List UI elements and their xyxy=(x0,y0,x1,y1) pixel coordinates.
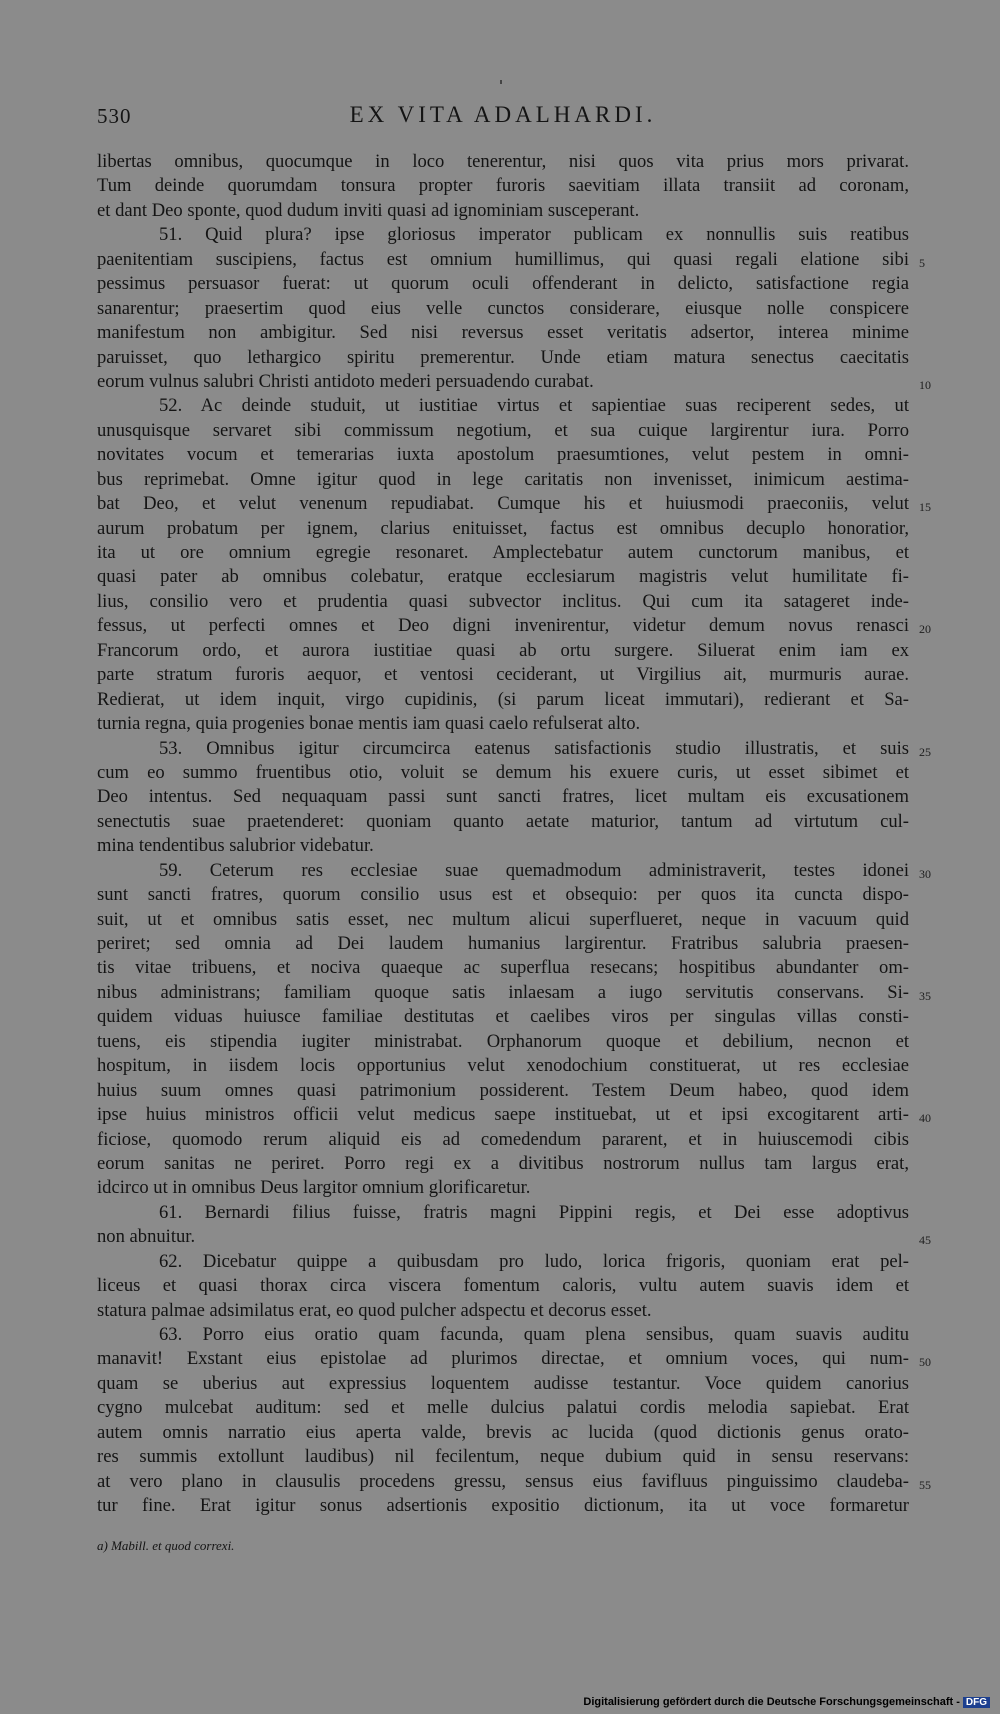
line-text: cygno mulcebat auditum: sed et melle dulcius palatui cordis melodia sapiebat. Erat xyxy=(97,1397,909,1419)
line-text: tur fine. Erat igitur sonus adsertionis expositio dictionum, ita ut voce formaretur xyxy=(97,1495,909,1517)
line-text: parte stratum furoris aequor, et ventosi ceciderant, ut Virgilius ait, murmuris aurae. xyxy=(97,664,909,686)
margin-line-number: 50 xyxy=(919,1355,931,1370)
line-text: lius, consilio vero et prudentia quasi subvector inclitus. Qui cum ita satageret inde- xyxy=(97,590,909,612)
line-text: et dant Deo sponte, quod dudum inviti quasi ad ignominiam susceperant. xyxy=(97,199,640,221)
line-text: sunt sancti fratres, quorum consilio usus est et obsequio: per quos ita cuncta dispo- xyxy=(97,884,909,906)
text-line xyxy=(97,321,909,345)
line-text: Dicebatur quippe a quibusdam pro ludo, lorica frigoris, quoniam erat pel- xyxy=(202,1250,909,1272)
line-text: novitates vocum et temerarias iuxta apostolum praesumtiones, velut pestem in omni- xyxy=(97,444,909,466)
text-line xyxy=(97,1005,909,1029)
dfg-logo: DFG xyxy=(963,1697,990,1708)
text-line xyxy=(97,1274,909,1298)
text-line xyxy=(97,1152,909,1176)
line-text: manavit! Exstant eius epistolae ad plurimos directae, et omnium voces, qui num- xyxy=(97,1348,909,1370)
line-text: fessus, ut perfecti omnes et Deo digni invenirentur, videtur demum novus renasci xyxy=(97,615,909,637)
line-text: cum eo summo fruentibus otio, voluit se demum his exuere curis, ut esset sibimet et xyxy=(97,761,909,783)
paragraph-number: 52. xyxy=(159,395,183,417)
line-text: res summis extollunt laudibus) nil fecilentum, neque dubium quid in sensu reservans: xyxy=(97,1446,909,1468)
text-line xyxy=(97,932,909,956)
line-text: non abnuitur. xyxy=(97,1226,196,1248)
line-text: sanarentur; praesertim quod eius velle cunctos considerare, eiusque nolle conspicere xyxy=(97,297,909,319)
line-text: tuens, eis stipendia iugiter ministrabat. Orphanorum quoque et debilium, necnon et xyxy=(97,1030,909,1052)
text-line xyxy=(97,150,909,174)
text-line xyxy=(97,394,909,418)
margin-line-number: 25 xyxy=(919,744,931,759)
line-text: at vero plano in clausulis procedens gressu, sensus eius favifluus pinguissimo claudeba- xyxy=(97,1470,909,1492)
margin-line-number: 45 xyxy=(919,1233,931,1248)
text-line xyxy=(97,492,931,516)
line-text: hospitum, in iisdem locis opportunius velut xenodochium constituerat, ut res ecclesiae xyxy=(97,1055,909,1077)
text-line xyxy=(97,370,931,394)
line-text: turnia regna, quia progenies bonae mentis iam quasi caelo refulserat alto. xyxy=(97,713,641,735)
text-line xyxy=(97,1103,931,1127)
text-line xyxy=(97,1299,909,1323)
text-line xyxy=(97,174,909,198)
line-text: quasi pater ab omnibus colebatur, eratque ecclesiarum magistris velut humilitate fi- xyxy=(97,566,909,588)
line-text: quidem viduas huiusce familiae destitutas et caelibes viros per singulas villas consti- xyxy=(97,1006,909,1028)
line-text: Francorum ordo, et aurora iustitiae quasi ab ortu surgere. Siluerat enim iam ex xyxy=(97,639,909,661)
line-text: Redierat, ut idem inquit, virgo cupidinis, (si parum liceat immutari), redierant et Sa- xyxy=(97,688,909,710)
scan-mark xyxy=(500,80,502,84)
text-line xyxy=(97,859,931,883)
line-text: nibus administrans; familiam quoque satis inlaesam a iugo servitutis conservans. Si- xyxy=(97,981,909,1003)
line-text: Ceterum res ecclesiae suae quemadmodum administraverit, testes idonei xyxy=(209,859,909,881)
text-line xyxy=(97,1396,909,1420)
text-line xyxy=(97,443,909,467)
text-line xyxy=(97,956,909,980)
line-text: statura palmae adsimilatus erat, eo quod pulcher adspectu et decorus esset. xyxy=(97,1299,652,1321)
line-text: Deo intentus. Sed nequaquam passi sunt sancti fratres, licet multam eis excusationem xyxy=(97,786,909,808)
line-text: mina tendentibus salubrior videbatur. xyxy=(97,835,374,857)
text-line xyxy=(97,834,909,858)
paragraph-number: 53. xyxy=(159,737,183,759)
line-text: liceus et quasi thorax circa viscera fomentum caloris, vultu autem suavis idem et xyxy=(97,1275,909,1297)
line-text: libertas omnibus, quocumque in loco tenerentur, nisi quos vita prius mors privarat. xyxy=(97,151,909,172)
text-line xyxy=(97,590,909,614)
text-line xyxy=(97,737,931,761)
line-text: paruisset, quo lethargico spiritu premerentur. Unde etiam matura senectus caecitatis xyxy=(97,346,909,368)
text-line xyxy=(97,199,909,223)
footer-text: Digitalisierung gefördert durch die Deutsche Forschungsgemeinschaft - xyxy=(583,1696,960,1708)
text-line xyxy=(97,1128,909,1152)
text-line xyxy=(97,1225,931,1249)
text-line xyxy=(97,1445,909,1469)
margin-line-number: 5 xyxy=(919,255,925,270)
paragraph-number: 62. xyxy=(159,1250,183,1272)
line-text: autem omnis narratio eius aperta valde, brevis ac lucida (quod dictionis genus orato- xyxy=(97,1421,909,1443)
text-line xyxy=(97,1030,909,1054)
page-header xyxy=(97,104,909,134)
margin-line-number: 15 xyxy=(919,500,931,515)
text-line xyxy=(97,419,909,443)
margin-line-number: 40 xyxy=(919,1111,931,1126)
text-line xyxy=(97,1421,909,1445)
margin-line-number: 20 xyxy=(919,622,931,637)
text-line xyxy=(97,883,909,907)
text-line xyxy=(97,565,909,589)
margin-line-number: 55 xyxy=(919,1477,931,1492)
line-text: senectutis suae praetenderet: quoniam quanto aetate maturior, tantum ad virtutum cul- xyxy=(97,810,909,832)
running-head: EX VITA ADALHARDI. xyxy=(349,102,657,127)
line-text: paenitentiam suscipiens, factus est omnium humillimus, qui quasi regali elatione sibi xyxy=(97,248,909,270)
margin-line-number: 35 xyxy=(919,988,931,1003)
text-line xyxy=(97,1250,909,1274)
text-line xyxy=(97,761,909,785)
line-text: Bernardi filius fuisse, fratris magni Pippini regis, et Dei esse adoptivus xyxy=(204,1201,909,1223)
line-text: idcirco ut in omnibus Deus largitor omnium glorificaretur. xyxy=(97,1177,531,1199)
text-line xyxy=(97,1494,909,1518)
paragraph-number: 63. xyxy=(159,1324,183,1345)
text-line xyxy=(97,785,909,809)
text-line xyxy=(97,1176,909,1200)
text-line xyxy=(97,297,909,321)
text-line xyxy=(97,1470,931,1494)
paragraph-number: 61. xyxy=(159,1201,183,1223)
text-line xyxy=(97,272,909,296)
line-text: huius suum omnes quasi patrimonium possiderent. Testem Deum habeo, quod idem xyxy=(97,1079,909,1101)
footnote: a) Mabill. et quod correxi. xyxy=(97,1538,235,1553)
paragraph-number: 59. xyxy=(159,859,183,881)
text-body xyxy=(97,150,931,1519)
line-text: pessimus persuasor fuerat: ut quorum oculi offenderant in delicto, satisfactione regia xyxy=(97,273,909,295)
text-line xyxy=(97,223,909,247)
line-text: quam se uberius aut expressius loquentem audisse testantur. Voce quidem canorius xyxy=(97,1372,909,1394)
paragraph-number: 51. xyxy=(159,224,183,246)
line-text: bus reprimebat. Omne igitur quod in lege caritatis non invenisset, inimicum aestima- xyxy=(97,468,909,490)
line-text: tis vitae tribuens, et nociva quaeque ac superflua resecans; hospitibus abundanter om- xyxy=(97,957,909,979)
text-line xyxy=(97,639,909,663)
text-line xyxy=(97,908,909,932)
text-line xyxy=(97,688,909,712)
text-line xyxy=(97,248,925,272)
text-line xyxy=(97,346,909,370)
text-line xyxy=(97,517,909,541)
text-line xyxy=(97,468,909,492)
line-text: periret; sed omnia ad Dei laudem humanius largirentur. Fratribus salubria praesen- xyxy=(97,933,909,954)
page-number: 530 xyxy=(97,104,132,128)
text-line xyxy=(97,1372,909,1396)
digitization-footer xyxy=(583,1696,990,1708)
line-text: ita ut ore omnium egregie resonaret. Amplectebatur autem cunctorum manibus, et xyxy=(97,542,909,563)
text-line xyxy=(97,712,909,736)
line-text: unusquisque servaret sibi commissum negotium, et sua cuique largirentur iura. Porro xyxy=(97,419,909,441)
text-line xyxy=(97,663,909,687)
line-text: suit, ut et omnibus satis esset, nec multum alicui superflueret, neque in vacuum quid xyxy=(97,908,909,930)
text-line xyxy=(97,541,909,565)
margin-line-number: 10 xyxy=(919,377,931,392)
text-line xyxy=(97,810,909,834)
line-text: ficiose, quomodo rerum aliquid eis ad comedendum pararent, et in huiuscemodi cibis xyxy=(97,1128,909,1150)
text-line xyxy=(97,1323,909,1347)
line-text: Omnibus igitur circumcirca eatenus satisfactionis studio illustratis, et suis xyxy=(206,737,909,759)
text-line xyxy=(97,614,931,638)
text-line xyxy=(97,1079,909,1103)
text-line xyxy=(97,981,931,1005)
line-text: Quid plura? ipse gloriosus imperator publicam ex nonnullis suis reatibus xyxy=(205,224,909,246)
line-text: eorum sanitas ne periret. Porro regi ex a divitibus nostrorum nullus tam largus erat, xyxy=(97,1152,909,1174)
text-line xyxy=(97,1201,909,1225)
margin-line-number: 30 xyxy=(919,866,931,881)
line-text: eorum vulnus salubri Christi antidoto mederi persuadendo curabat. xyxy=(97,370,594,392)
line-text: Ac deinde studuit, ut iustitiae virtus et sapientiae suas reciperent sedes, ut xyxy=(200,395,910,417)
line-text: Tum deinde quorumdam tonsura propter furoris saevitiam illata transiit ad coronam, xyxy=(97,175,909,197)
text-line xyxy=(97,1347,931,1371)
text-line xyxy=(97,1054,909,1078)
line-text: bat Deo, et velut venenum repudiabat. Cumque his et huiusmodi praeconiis, velut xyxy=(97,493,909,515)
line-text: aurum probatum per ignem, clarius enituisset, factus est omnibus decuplo honoratior, xyxy=(97,517,909,539)
line-text: ipse huius ministros officii velut medicus saepe instituebat, ut et ipsi excogitarent arti- xyxy=(97,1104,909,1126)
line-text: Porro eius oratio quam facunda, quam plena sensibus, quam suavis auditu xyxy=(202,1324,910,1345)
line-text: manifestum non ambigitur. Sed nisi reversus esset veritatis adsertor, interea minime xyxy=(97,322,909,344)
